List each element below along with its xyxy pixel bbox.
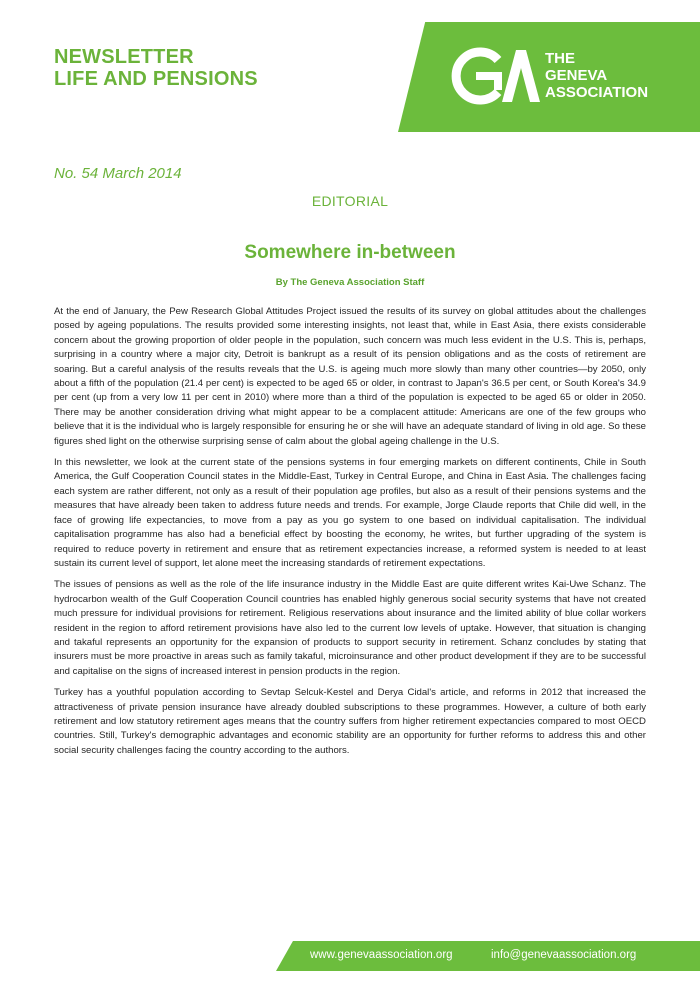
body-paragraph: Turkey has a youthful population according to Sevtap Selcuk-Kestel and Derya Cidal's article, and reforms in 2012 that increased the attractiveness of private pension insurance have already doubled subscriptions to these programmes. However, a culture of both early retirement and low statutory retirement ages means that the country suffers from higher retirement expectancies compared to most OECD countries. Still, Turkey's demographic advantages and economic stability are an opportunity for further reforms to address this and other social security challenges facing the country according to the authors. <box>54 687 646 756</box>
logo-line-the: THE <box>545 50 575 67</box>
body-paragraph: At the end of January, the Pew Research Global Attitudes Project issued the results of its survey on global attitudes about the challenges posed by ageing populations. The results provided some interesting insights, not least that, while in East Asia, there exists considerable concern about the growing proportion of older people in the population, such concern was much less evident in the U.S. This is, perhaps, surprising in a country where a major city, Detroit is bankrupt as a result of its pension obligations and as the costs of retirement are soaring. But a careful analysis of the results reveals that the U.S. is ageing much more slowly than many other countries—by 2050, only about a fifth of the population (21.4 per cent) is expected to be aged 65 or older, in contrast to Japan's 36.5 per cent, or South Korea's 34.9 per cent (up from a very low 11 per cent in 2010) where more than a third of the population is expected to be aged 65 or older in 2050. There may be another consideration driving what might appear to be a complacent attitude: Americans are one of the few groups who believe that it is the individual who is largely responsible for ensuring he or she will have an adequate standard of living in old age. So these figures shed light on the otherwise surprising sense of calm about the global ageing challenge in the U.S. <box>54 306 646 447</box>
body-paragraph: In this newsletter, we look at the current state of the pensions systems in four emerging markets on different continents, Chile in South America, the Gulf Cooperation Council states in the Middle-East, Turkey in Central Europe, and China in East Asia. The challenges facing each system are rather different, not only as a result of their population age profiles, but also as a result of their pensions systems and the measures that have already been taken to address future needs and trends. For example, Jorge Claude reports that Chile did well, in the face of growing life expectancies, to move from a pay as you go system to one based on individual capitalisation. The individual capitalisation programme has also had a beneficial effect by boosting the economy, he writes, but further upgrading of the system is required to reduce poverty in retirement and ensure that as retirement expectancies increase, a reformed system is needed to at least sustain its current level of support, let alone meet the increasing standards of retirement expectations. <box>54 457 646 569</box>
article-headline: Somewhere in-between <box>244 242 456 263</box>
newsletter-title-line2: LIFE AND PENSIONS <box>54 68 258 90</box>
newsletter-title-line1: NEWSLETTER <box>54 46 194 68</box>
logo-wordmark <box>545 50 648 101</box>
logo-line-geneva: GENEVA <box>545 67 608 84</box>
footer-website-link[interactable]: www.genevaassociation.org <box>310 949 453 961</box>
issue-number: No. 54 March 2014 <box>54 165 182 182</box>
section-label: EDITORIAL <box>311 193 389 209</box>
article-body <box>54 305 646 765</box>
footer-email-link[interactable]: info@genevaassociation.org <box>491 949 637 961</box>
article-byline: By The Geneva Association Staff <box>275 277 425 288</box>
geneva-association-logo-icon <box>446 46 542 106</box>
logo-line-association: ASSOCIATION <box>545 84 649 101</box>
newsletter-title <box>54 46 258 90</box>
body-paragraph: The issues of pensions as well as the role of the life insurance industry in the Middle East are quite different writes Kai-Uwe Schanz. The hydrocarbon wealth of the Gulf Cooperation Council countries has enabled highly generous social security systems that have not created much pressure for individual provisions for retirement. Religious reservations about insurance and the limited ability of blue collar workers resident in the region to afford retirement provisions have also led to the current low levels of uptake. However, that situation is changing and takaful represents an opportunity for the expansion of products to support security in retirement. Schanz concludes by stating that insurers must be more proactive in areas such as family takaful, microinsurance and other product development if they are to be successful and capitalise on the signs of increased interest in pension products in the region. <box>54 579 646 677</box>
